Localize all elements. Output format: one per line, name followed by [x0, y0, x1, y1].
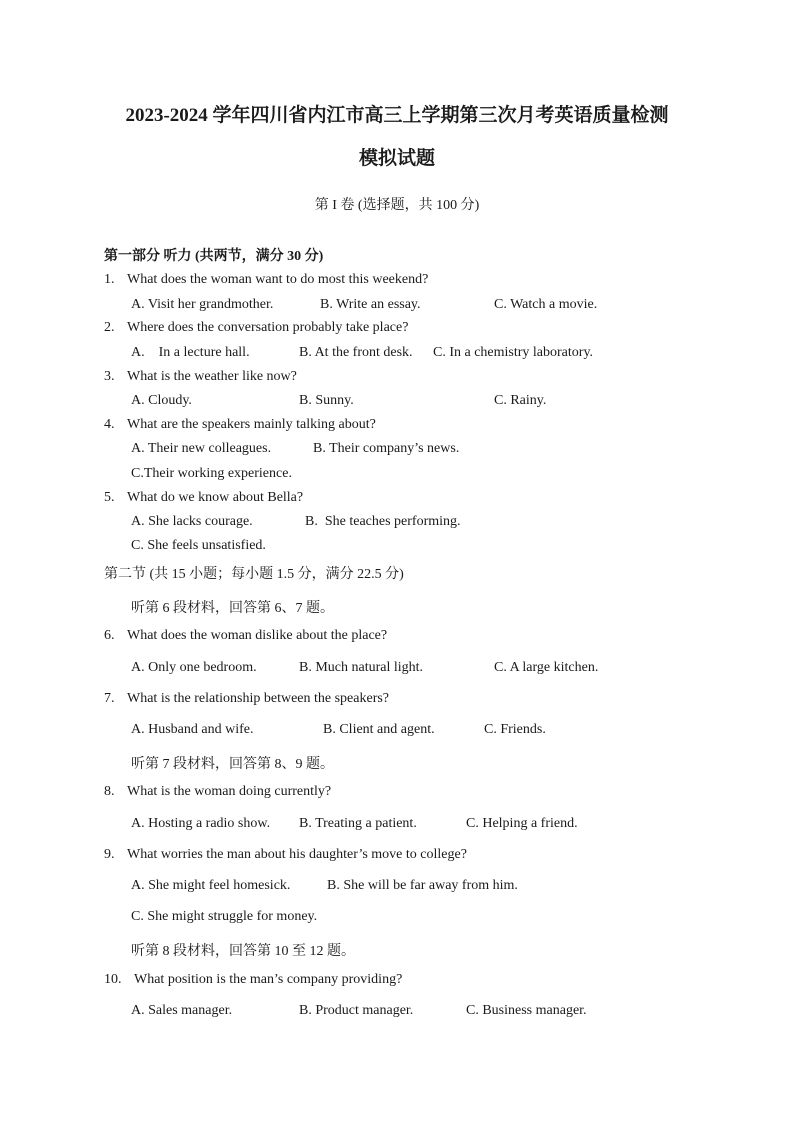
exam-title-line1: 2023-2024 学年四川省内江市高三上学期第三次月考英语质量检测 [125, 105, 669, 126]
option-c: C. Business manager. [466, 1003, 587, 1018]
question-number: 9. [104, 847, 115, 862]
option-c: C. Helping a friend. [466, 816, 578, 831]
option-c: C.Their working experience. [131, 466, 292, 481]
option-b: B. She will be far away from him. [327, 878, 518, 893]
option-b: B. Their company’s news. [313, 441, 460, 456]
question-text: Where does the conversation probably take place? [127, 320, 409, 335]
option-a: A. In a lecture hall. [131, 345, 250, 360]
option-b: B. Client and agent. [323, 722, 435, 737]
option-c: C. Watch a movie. [494, 297, 598, 312]
question-text: What worries the man about his daughter’s move to college? [127, 847, 467, 862]
question-number: 7. [104, 691, 115, 706]
option-b: B. Sunny. [299, 393, 354, 408]
part1-heading: 第一部分 听力 (共两节，满分 30 分) [104, 249, 324, 264]
option-a: A. Visit her grandmother. [131, 297, 274, 312]
option-a: A. She might feel homesick. [131, 878, 291, 893]
option-c: C. A large kitchen. [494, 660, 599, 675]
question-text: What are the speakers mainly talking about? [127, 417, 376, 432]
listening-instruction: 听第 7 段材料，回答第 8、9 题。 [131, 757, 334, 772]
option-c: C. Rainy. [494, 393, 547, 408]
question-number: 4. [104, 417, 115, 432]
option-c: C. In a chemistry laboratory. [433, 345, 594, 360]
option-a: A. Hosting a radio show. [131, 816, 271, 831]
question-number: 8. [104, 784, 115, 799]
question-text: What does the woman want to do most this weekend? [127, 272, 429, 287]
option-c: C. She might struggle for money. [131, 909, 318, 924]
question-text: What is the relationship between the speakers? [127, 691, 390, 706]
option-b: B. She teaches performing. [305, 514, 461, 529]
question-number: 1. [104, 272, 115, 287]
exam-title-line2: 模拟试题 [358, 148, 435, 169]
option-b: B. At the front desk. [299, 345, 413, 360]
option-a: A. Only one bedroom. [131, 660, 257, 675]
option-b: B. Product manager. [299, 1003, 414, 1018]
question-text: What do we know about Bella? [127, 490, 304, 505]
question-number: 5. [104, 490, 115, 505]
question-text: What position is the man’s company providing? [134, 972, 403, 987]
option-a: A. Their new colleagues. [131, 441, 272, 456]
question-number: 10. [104, 972, 122, 987]
option-c: C. Friends. [484, 722, 546, 737]
question-number: 3. [104, 369, 115, 384]
option-a: A. Husband and wife. [131, 722, 254, 737]
listening-instruction: 听第 8 段材料，回答第 10 至 12 题。 [131, 944, 355, 959]
option-c: C. She feels unsatisfied. [131, 538, 266, 553]
option-a: A. Cloudy. [131, 393, 192, 408]
section2-heading: 第二节 (共 15 小题；每小题 1.5 分，满分 22.5 分) [104, 567, 404, 582]
option-b: B. Treating a patient. [299, 816, 417, 831]
listening-instruction: 听第 6 段材料，回答第 6、7 题。 [131, 601, 334, 616]
question-text: What is the weather like now? [127, 369, 297, 384]
option-b: B. Much natural light. [299, 660, 424, 675]
question-number: 2. [104, 320, 115, 335]
option-b: B. Write an essay. [320, 297, 421, 312]
question-number: 6. [104, 628, 115, 643]
volume-heading: 第 I 卷 (选择题，共 100 分) [314, 198, 480, 213]
question-text: What is the woman doing currently? [127, 784, 332, 799]
option-a: A. She lacks courage. [131, 514, 253, 529]
question-text: What does the woman dislike about the place? [127, 628, 388, 643]
option-a: A. Sales manager. [131, 1003, 233, 1018]
